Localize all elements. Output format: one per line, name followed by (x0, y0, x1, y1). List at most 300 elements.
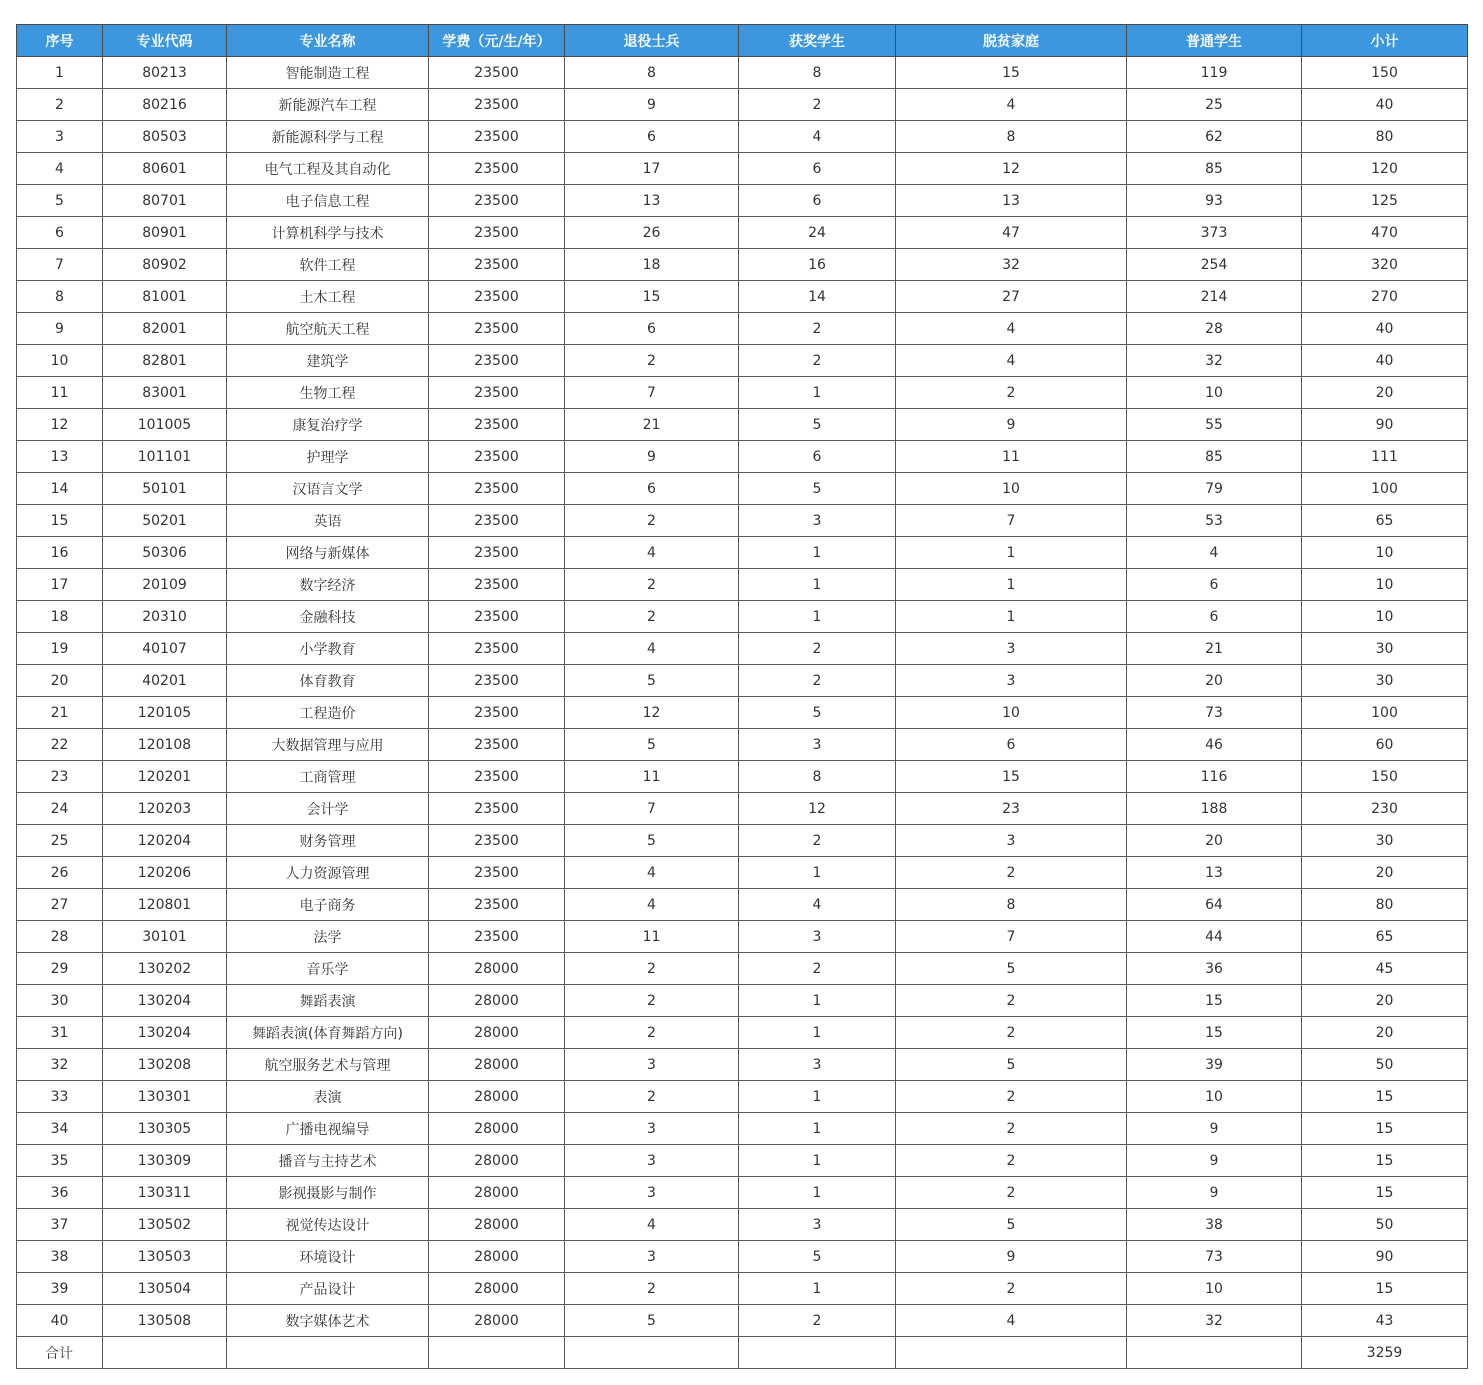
seq-cell: 24 (17, 793, 103, 825)
major-code-cell: 81001 (103, 281, 227, 313)
major-code-cell: 50306 (103, 537, 227, 569)
major-code-cell: 120203 (103, 793, 227, 825)
table-row (17, 377, 1468, 409)
table-row (17, 57, 1468, 89)
major-code-cell: 130204 (103, 1017, 227, 1049)
table-header-row (17, 25, 1468, 57)
table-row (17, 473, 1468, 505)
tuition-cell: 28000 (429, 1209, 565, 1241)
regular-students-cell: 32 (1127, 345, 1302, 377)
column-header-subtotal: 小计 (1302, 25, 1468, 57)
veterans-cell: 11 (565, 761, 739, 793)
subtotal-cell: 10 (1302, 569, 1468, 601)
award-students-cell: 1 (739, 1113, 896, 1145)
seq-cell: 36 (17, 1177, 103, 1209)
regular-students-cell: 25 (1127, 89, 1302, 121)
major-code-cell: 80216 (103, 89, 227, 121)
total-empty-cell (896, 1337, 1127, 1369)
regular-students-cell: 6 (1127, 569, 1302, 601)
regular-students-cell: 373 (1127, 217, 1302, 249)
regular-students-cell: 20 (1127, 665, 1302, 697)
major-name-cell: 大数据管理与应用 (227, 729, 429, 761)
table-row (17, 633, 1468, 665)
poverty-families-cell: 13 (896, 185, 1127, 217)
seq-cell: 23 (17, 761, 103, 793)
regular-students-cell: 53 (1127, 505, 1302, 537)
veterans-cell: 2 (565, 601, 739, 633)
seq-cell: 15 (17, 505, 103, 537)
tuition-cell: 28000 (429, 1305, 565, 1337)
poverty-families-cell: 1 (896, 601, 1127, 633)
table-row (17, 825, 1468, 857)
table-row (17, 1241, 1468, 1273)
veterans-cell: 2 (565, 953, 739, 985)
award-students-cell: 5 (739, 697, 896, 729)
tuition-cell: 23500 (429, 473, 565, 505)
seq-cell: 18 (17, 601, 103, 633)
tuition-cell: 23500 (429, 857, 565, 889)
veterans-cell: 5 (565, 1305, 739, 1337)
veterans-cell: 26 (565, 217, 739, 249)
major-name-cell: 舞蹈表演(体育舞蹈方向) (227, 1017, 429, 1049)
award-students-cell: 1 (739, 857, 896, 889)
poverty-families-cell: 4 (896, 313, 1127, 345)
major-name-cell: 人力资源管理 (227, 857, 429, 889)
subtotal-cell: 270 (1302, 281, 1468, 313)
tuition-cell: 23500 (429, 345, 565, 377)
seq-cell: 12 (17, 409, 103, 441)
veterans-cell: 4 (565, 537, 739, 569)
tuition-cell: 23500 (429, 825, 565, 857)
award-students-cell: 2 (739, 825, 896, 857)
subtotal-cell: 20 (1302, 1017, 1468, 1049)
table-row (17, 249, 1468, 281)
veterans-cell: 4 (565, 889, 739, 921)
table-row (17, 953, 1468, 985)
major-code-cell: 80901 (103, 217, 227, 249)
veterans-cell: 17 (565, 153, 739, 185)
table-row (17, 569, 1468, 601)
subtotal-cell: 50 (1302, 1049, 1468, 1081)
major-code-cell: 80902 (103, 249, 227, 281)
regular-students-cell: 10 (1127, 1273, 1302, 1305)
major-name-cell: 新能源科学与工程 (227, 121, 429, 153)
tuition-cell: 23500 (429, 217, 565, 249)
table-row (17, 793, 1468, 825)
major-name-cell: 广播电视编导 (227, 1113, 429, 1145)
veterans-cell: 2 (565, 985, 739, 1017)
tuition-cell: 23500 (429, 441, 565, 473)
poverty-families-cell: 15 (896, 57, 1127, 89)
regular-students-cell: 119 (1127, 57, 1302, 89)
table-row (17, 921, 1468, 953)
veterans-cell: 18 (565, 249, 739, 281)
award-students-cell: 1 (739, 601, 896, 633)
table-row (17, 1145, 1468, 1177)
veterans-cell: 2 (565, 1273, 739, 1305)
major-code-cell: 80601 (103, 153, 227, 185)
table-row (17, 89, 1468, 121)
regular-students-cell: 85 (1127, 153, 1302, 185)
subtotal-cell: 10 (1302, 601, 1468, 633)
major-code-cell: 130309 (103, 1145, 227, 1177)
veterans-cell: 4 (565, 633, 739, 665)
major-name-cell: 音乐学 (227, 953, 429, 985)
tuition-cell: 23500 (429, 249, 565, 281)
major-name-cell: 康复治疗学 (227, 409, 429, 441)
award-students-cell: 4 (739, 889, 896, 921)
subtotal-cell: 10 (1302, 537, 1468, 569)
subtotal-cell: 150 (1302, 57, 1468, 89)
regular-students-cell: 4 (1127, 537, 1302, 569)
subtotal-cell: 20 (1302, 857, 1468, 889)
table-row (17, 121, 1468, 153)
total-label: 合计 (17, 1337, 103, 1369)
column-header-seq: 序号 (17, 25, 103, 57)
veterans-cell: 15 (565, 281, 739, 313)
regular-students-cell: 38 (1127, 1209, 1302, 1241)
tuition-cell: 23500 (429, 633, 565, 665)
subtotal-cell: 60 (1302, 729, 1468, 761)
poverty-families-cell: 4 (896, 345, 1127, 377)
tuition-cell: 23500 (429, 537, 565, 569)
seq-cell: 26 (17, 857, 103, 889)
regular-students-cell: 10 (1127, 1081, 1302, 1113)
award-students-cell: 2 (739, 665, 896, 697)
poverty-families-cell: 5 (896, 1209, 1127, 1241)
seq-cell: 20 (17, 665, 103, 697)
major-code-cell: 82001 (103, 313, 227, 345)
subtotal-cell: 100 (1302, 473, 1468, 505)
poverty-families-cell: 8 (896, 889, 1127, 921)
major-name-cell: 土木工程 (227, 281, 429, 313)
award-students-cell: 3 (739, 505, 896, 537)
subtotal-cell: 100 (1302, 697, 1468, 729)
seq-cell: 22 (17, 729, 103, 761)
poverty-families-cell: 7 (896, 921, 1127, 953)
major-code-cell: 130311 (103, 1177, 227, 1209)
regular-students-cell: 73 (1127, 697, 1302, 729)
subtotal-cell: 80 (1302, 121, 1468, 153)
table-row (17, 217, 1468, 249)
major-code-cell: 50101 (103, 473, 227, 505)
table-row (17, 857, 1468, 889)
award-students-cell: 1 (739, 569, 896, 601)
poverty-families-cell: 3 (896, 633, 1127, 665)
poverty-families-cell: 47 (896, 217, 1127, 249)
poverty-families-cell: 2 (896, 1145, 1127, 1177)
poverty-families-cell: 2 (896, 1273, 1127, 1305)
major-code-cell: 120108 (103, 729, 227, 761)
veterans-cell: 2 (565, 345, 739, 377)
seq-cell: 16 (17, 537, 103, 569)
tuition-cell: 23500 (429, 729, 565, 761)
tuition-cell: 28000 (429, 1145, 565, 1177)
major-code-cell: 83001 (103, 377, 227, 409)
award-students-cell: 8 (739, 761, 896, 793)
regular-students-cell: 10 (1127, 377, 1302, 409)
poverty-families-cell: 10 (896, 473, 1127, 505)
tuition-cell: 23500 (429, 153, 565, 185)
poverty-families-cell: 2 (896, 857, 1127, 889)
veterans-cell: 4 (565, 1209, 739, 1241)
veterans-cell: 3 (565, 1049, 739, 1081)
seq-cell: 9 (17, 313, 103, 345)
award-students-cell: 5 (739, 409, 896, 441)
poverty-families-cell: 32 (896, 249, 1127, 281)
seq-cell: 13 (17, 441, 103, 473)
subtotal-cell: 65 (1302, 921, 1468, 953)
major-code-cell: 20310 (103, 601, 227, 633)
major-name-cell: 电气工程及其自动化 (227, 153, 429, 185)
tuition-cell: 23500 (429, 185, 565, 217)
veterans-cell: 12 (565, 697, 739, 729)
major-name-cell: 软件工程 (227, 249, 429, 281)
regular-students-cell: 188 (1127, 793, 1302, 825)
seq-cell: 8 (17, 281, 103, 313)
major-name-cell: 播音与主持艺术 (227, 1145, 429, 1177)
regular-students-cell: 21 (1127, 633, 1302, 665)
major-name-cell: 新能源汽车工程 (227, 89, 429, 121)
subtotal-cell: 50 (1302, 1209, 1468, 1241)
poverty-families-cell: 9 (896, 1241, 1127, 1273)
subtotal-cell: 30 (1302, 665, 1468, 697)
subtotal-cell: 15 (1302, 1273, 1468, 1305)
major-code-cell: 130508 (103, 1305, 227, 1337)
table-row (17, 601, 1468, 633)
tuition-cell: 23500 (429, 121, 565, 153)
subtotal-cell: 470 (1302, 217, 1468, 249)
veterans-cell: 5 (565, 729, 739, 761)
regular-students-cell: 46 (1127, 729, 1302, 761)
award-students-cell: 1 (739, 1017, 896, 1049)
subtotal-cell: 15 (1302, 1113, 1468, 1145)
veterans-cell: 2 (565, 505, 739, 537)
table-row (17, 665, 1468, 697)
poverty-families-cell: 2 (896, 1081, 1127, 1113)
seq-cell: 39 (17, 1273, 103, 1305)
award-students-cell: 2 (739, 633, 896, 665)
major-code-cell: 40107 (103, 633, 227, 665)
poverty-families-cell: 4 (896, 89, 1127, 121)
veterans-cell: 2 (565, 1081, 739, 1113)
major-name-cell: 财务管理 (227, 825, 429, 857)
veterans-cell: 6 (565, 473, 739, 505)
major-code-cell: 120204 (103, 825, 227, 857)
poverty-families-cell: 2 (896, 377, 1127, 409)
tuition-cell: 23500 (429, 921, 565, 953)
table-row (17, 281, 1468, 313)
award-students-cell: 3 (739, 729, 896, 761)
column-header-major-code: 专业代码 (103, 25, 227, 57)
tuition-cell: 23500 (429, 281, 565, 313)
tuition-cell: 23500 (429, 505, 565, 537)
poverty-families-cell: 8 (896, 121, 1127, 153)
major-name-cell: 金融科技 (227, 601, 429, 633)
total-empty-cell (565, 1337, 739, 1369)
seq-cell: 6 (17, 217, 103, 249)
seq-cell: 4 (17, 153, 103, 185)
major-code-cell: 120105 (103, 697, 227, 729)
tuition-cell: 28000 (429, 1273, 565, 1305)
column-header-tuition: 学费（元/生/年） (429, 25, 565, 57)
major-code-cell: 80503 (103, 121, 227, 153)
seq-cell: 7 (17, 249, 103, 281)
major-name-cell: 小学教育 (227, 633, 429, 665)
subtotal-cell: 125 (1302, 185, 1468, 217)
tuition-cell: 28000 (429, 1241, 565, 1273)
subtotal-cell: 15 (1302, 1145, 1468, 1177)
veterans-cell: 3 (565, 1241, 739, 1273)
total-empty-cell (739, 1337, 896, 1369)
major-name-cell: 计算机科学与技术 (227, 217, 429, 249)
veterans-cell: 4 (565, 857, 739, 889)
table-row (17, 1209, 1468, 1241)
award-students-cell: 2 (739, 1305, 896, 1337)
regular-students-cell: 73 (1127, 1241, 1302, 1273)
poverty-families-cell: 15 (896, 761, 1127, 793)
seq-cell: 40 (17, 1305, 103, 1337)
award-students-cell: 3 (739, 1049, 896, 1081)
subtotal-cell: 45 (1302, 953, 1468, 985)
award-students-cell: 8 (739, 57, 896, 89)
major-code-cell: 40201 (103, 665, 227, 697)
poverty-families-cell: 5 (896, 953, 1127, 985)
major-name-cell: 产品设计 (227, 1273, 429, 1305)
table-row (17, 1305, 1468, 1337)
award-students-cell: 1 (739, 1145, 896, 1177)
award-students-cell: 4 (739, 121, 896, 153)
major-code-cell: 130504 (103, 1273, 227, 1305)
major-code-cell: 80701 (103, 185, 227, 217)
table-row (17, 185, 1468, 217)
veterans-cell: 13 (565, 185, 739, 217)
poverty-families-cell: 11 (896, 441, 1127, 473)
seq-cell: 2 (17, 89, 103, 121)
seq-cell: 37 (17, 1209, 103, 1241)
major-code-cell: 130202 (103, 953, 227, 985)
award-students-cell: 5 (739, 473, 896, 505)
table-row (17, 1273, 1468, 1305)
major-name-cell: 表演 (227, 1081, 429, 1113)
veterans-cell: 8 (565, 57, 739, 89)
major-code-cell: 50201 (103, 505, 227, 537)
tuition-cell: 23500 (429, 793, 565, 825)
seq-cell: 3 (17, 121, 103, 153)
major-code-cell: 82801 (103, 345, 227, 377)
seq-cell: 33 (17, 1081, 103, 1113)
seq-cell: 14 (17, 473, 103, 505)
major-name-cell: 生物工程 (227, 377, 429, 409)
regular-students-cell: 9 (1127, 1177, 1302, 1209)
poverty-families-cell: 6 (896, 729, 1127, 761)
poverty-families-cell: 5 (896, 1049, 1127, 1081)
major-code-cell: 130503 (103, 1241, 227, 1273)
major-code-cell: 80213 (103, 57, 227, 89)
major-code-cell: 130301 (103, 1081, 227, 1113)
regular-students-cell: 79 (1127, 473, 1302, 505)
total-empty-cell (103, 1337, 227, 1369)
major-name-cell: 数字经济 (227, 569, 429, 601)
seq-cell: 31 (17, 1017, 103, 1049)
regular-students-cell: 15 (1127, 985, 1302, 1017)
tuition-cell: 23500 (429, 761, 565, 793)
tuition-cell: 23500 (429, 569, 565, 601)
regular-students-cell: 254 (1127, 249, 1302, 281)
major-name-cell: 护理学 (227, 441, 429, 473)
major-name-cell: 建筑学 (227, 345, 429, 377)
major-name-cell: 英语 (227, 505, 429, 537)
veterans-cell: 2 (565, 1017, 739, 1049)
regular-students-cell: 214 (1127, 281, 1302, 313)
award-students-cell: 24 (739, 217, 896, 249)
regular-students-cell: 9 (1127, 1145, 1302, 1177)
poverty-families-cell: 2 (896, 985, 1127, 1017)
award-students-cell: 1 (739, 1273, 896, 1305)
major-code-cell: 130305 (103, 1113, 227, 1145)
regular-students-cell: 15 (1127, 1017, 1302, 1049)
veterans-cell: 3 (565, 1145, 739, 1177)
award-students-cell: 2 (739, 313, 896, 345)
tuition-cell: 28000 (429, 1177, 565, 1209)
poverty-families-cell: 12 (896, 153, 1127, 185)
seq-cell: 38 (17, 1241, 103, 1273)
regular-students-cell: 44 (1127, 921, 1302, 953)
award-students-cell: 14 (739, 281, 896, 313)
regular-students-cell: 28 (1127, 313, 1302, 345)
veterans-cell: 3 (565, 1113, 739, 1145)
award-students-cell: 5 (739, 1241, 896, 1273)
major-code-cell: 30101 (103, 921, 227, 953)
regular-students-cell: 93 (1127, 185, 1302, 217)
table-row (17, 313, 1468, 345)
tuition-cell: 28000 (429, 1049, 565, 1081)
tuition-cell: 23500 (429, 57, 565, 89)
seq-cell: 1 (17, 57, 103, 89)
award-students-cell: 1 (739, 1081, 896, 1113)
seq-cell: 11 (17, 377, 103, 409)
regular-students-cell: 85 (1127, 441, 1302, 473)
subtotal-cell: 111 (1302, 441, 1468, 473)
tuition-cell: 23500 (429, 409, 565, 441)
subtotal-cell: 20 (1302, 377, 1468, 409)
total-empty-cell (227, 1337, 429, 1369)
seq-cell: 10 (17, 345, 103, 377)
award-students-cell: 1 (739, 537, 896, 569)
seq-cell: 21 (17, 697, 103, 729)
total-value: 3259 (1302, 1337, 1468, 1369)
major-name-cell: 体育教育 (227, 665, 429, 697)
column-header-poverty-families: 脱贫家庭 (896, 25, 1127, 57)
seq-cell: 34 (17, 1113, 103, 1145)
tuition-cell: 23500 (429, 697, 565, 729)
veterans-cell: 7 (565, 793, 739, 825)
major-code-cell: 130502 (103, 1209, 227, 1241)
award-students-cell: 6 (739, 153, 896, 185)
table-body (17, 57, 1468, 1337)
seq-cell: 35 (17, 1145, 103, 1177)
poverty-families-cell: 7 (896, 505, 1127, 537)
major-name-cell: 会计学 (227, 793, 429, 825)
veterans-cell: 3 (565, 1177, 739, 1209)
major-name-cell: 法学 (227, 921, 429, 953)
award-students-cell: 6 (739, 441, 896, 473)
award-students-cell: 2 (739, 345, 896, 377)
subtotal-cell: 15 (1302, 1177, 1468, 1209)
seq-cell: 19 (17, 633, 103, 665)
tuition-cell: 23500 (429, 889, 565, 921)
poverty-families-cell: 2 (896, 1017, 1127, 1049)
